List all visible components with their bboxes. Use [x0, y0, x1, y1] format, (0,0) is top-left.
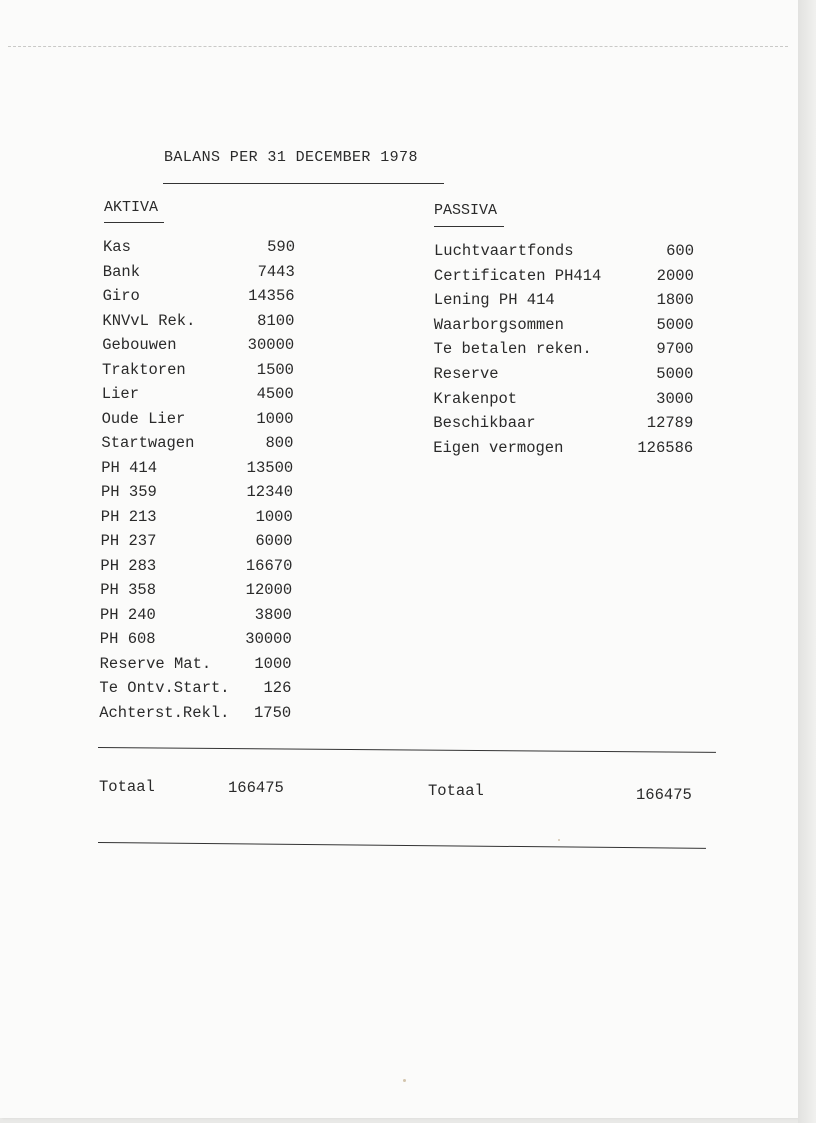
aktiva-item-label: Gebouwen [102, 336, 177, 354]
aktiva-item-label: Startwagen [101, 434, 195, 452]
passiva-item-label: Certificaten PH414 [433, 266, 602, 285]
aktiva-item-label: Lier [101, 385, 140, 403]
aktiva-row [101, 434, 293, 456]
aktiva-row [100, 581, 292, 603]
aktiva-heading-underline [104, 222, 164, 223]
aktiva-row [103, 263, 295, 285]
aktiva-item-value: 30000 [247, 336, 295, 354]
aktiva-row [101, 459, 293, 481]
passiva-row [434, 365, 694, 387]
aktiva-row [102, 312, 294, 334]
passiva-item-label: Lening PH 414 [433, 291, 555, 310]
passiva-item-label: Beschikbaar [433, 414, 536, 433]
aktiva-item-label: Giro [102, 287, 140, 305]
passiva-row [433, 414, 693, 436]
passiva-heading-underline [434, 226, 504, 227]
passiva-item-value: 9700 [656, 340, 694, 359]
aktiva-item-value: 1000 [255, 507, 293, 526]
aktiva-item-label: PH 237 [100, 532, 157, 550]
passiva-item-value: 12789 [646, 414, 694, 433]
aktiva-row [102, 385, 294, 407]
aktiva-item-value: 4500 [256, 385, 294, 403]
aktiva-item-value: 8100 [257, 311, 295, 330]
aktiva-item-value: 1000 [256, 409, 294, 428]
aktiva-row [100, 557, 292, 579]
aktiva-item-label: PH 414 [101, 458, 157, 477]
passiva-row [434, 242, 694, 264]
aktiva-item-label: PH 240 [100, 605, 156, 624]
passiva-item-label: Reserve [433, 365, 499, 383]
passiva-row [434, 340, 694, 362]
aktiva-row [102, 336, 294, 358]
aktiva-row [103, 238, 295, 260]
passiva-item-label: Eigen vermogen [433, 438, 564, 457]
passiva-item-value: 600 [666, 242, 694, 260]
passiva-item-value: 126586 [637, 438, 694, 457]
aktiva-item-value: 30000 [245, 630, 292, 648]
aktiva-item-value: 1750 [253, 703, 292, 722]
aktiva-item-value: 800 [265, 434, 294, 452]
aktiva-heading: AKTIVA [104, 199, 159, 216]
passiva-total-label: Totaal [428, 782, 484, 800]
aktiva-row [100, 606, 292, 628]
aktiva-row [101, 483, 293, 505]
aktiva-item-label: PH 608 [99, 630, 156, 648]
passiva-item-value: 5000 [656, 365, 694, 383]
aktiva-row [100, 630, 292, 652]
passiva-row [434, 291, 694, 313]
aktiva-row [103, 287, 295, 309]
totals-top-rule [98, 747, 716, 753]
aktiva-item-value: 3800 [254, 605, 292, 624]
aktiva-item-label: Kas [103, 238, 131, 256]
passiva-item-label: Krakenpot [433, 389, 518, 408]
paper-edge [798, 0, 816, 1123]
aktiva-total-label: Totaal [99, 778, 155, 796]
aktiva-item-label: PH 213 [100, 507, 157, 526]
aktiva-item-label: Bank [102, 262, 141, 281]
aktiva-item-label: Te Ontv.Start. [99, 679, 230, 697]
document-title: BALANS PER 31 DECEMBER 1978 [164, 149, 418, 166]
aktiva-item-value: 12000 [245, 581, 293, 599]
passiva-total-value: 166475 [636, 786, 692, 804]
paper-speck [558, 839, 560, 841]
aktiva-row [100, 655, 292, 677]
aktiva-row [102, 361, 294, 383]
passiva-heading: PASSIVA [434, 202, 498, 219]
aktiva-item-value: 590 [267, 238, 295, 256]
aktiva-item-value: 6000 [255, 532, 293, 550]
aktiva-item-label: Oude Lier [101, 409, 186, 428]
aktiva-item-value: 16670 [245, 556, 293, 575]
passiva-row [433, 439, 693, 461]
aktiva-item-label: PH 359 [101, 483, 157, 501]
aktiva-item-value: 14356 [248, 287, 295, 305]
aktiva-item-label: Traktoren [102, 360, 186, 379]
passiva-item-value: 2000 [656, 266, 694, 285]
aktiva-item-value: 13500 [246, 458, 294, 477]
page-fold-line [8, 46, 788, 47]
passiva-item-value: 1800 [656, 291, 694, 310]
aktiva-item-label: KNVvL Rek. [102, 311, 196, 330]
aktiva-item-value: 7443 [257, 262, 295, 281]
aktiva-row [101, 532, 293, 554]
aktiva-item-label: Achterst.Rekl. [99, 703, 230, 722]
aktiva-row [101, 508, 293, 530]
paper-speck [403, 1079, 406, 1082]
passiva-row [434, 267, 694, 289]
passiva-item-label: Te betalen reken. [433, 340, 592, 359]
passiva-item-value: 3000 [656, 389, 694, 408]
title-underline [163, 183, 444, 184]
aktiva-item-value: 1000 [254, 654, 292, 673]
passiva-item-label: Luchtvaartfonds [434, 242, 574, 260]
aktiva-item-label: Reserve Mat. [99, 654, 212, 673]
aktiva-item-value: 12340 [246, 483, 293, 501]
aktiva-item-value: 1500 [256, 360, 294, 379]
passiva-row [434, 316, 694, 338]
totals-bottom-rule [98, 842, 706, 849]
aktiva-total-value: 166475 [228, 779, 284, 797]
aktiva-item-label: PH 358 [100, 581, 156, 599]
passiva-item-label: Waarborgsommen [433, 315, 564, 334]
aktiva-item-value: 126 [263, 679, 292, 697]
passiva-row [433, 390, 693, 412]
aktiva-row [99, 704, 291, 726]
aktiva-row [99, 679, 291, 701]
aktiva-row [102, 410, 294, 432]
aktiva-item-label: PH 283 [100, 556, 157, 575]
passiva-item-value: 5000 [656, 315, 694, 334]
